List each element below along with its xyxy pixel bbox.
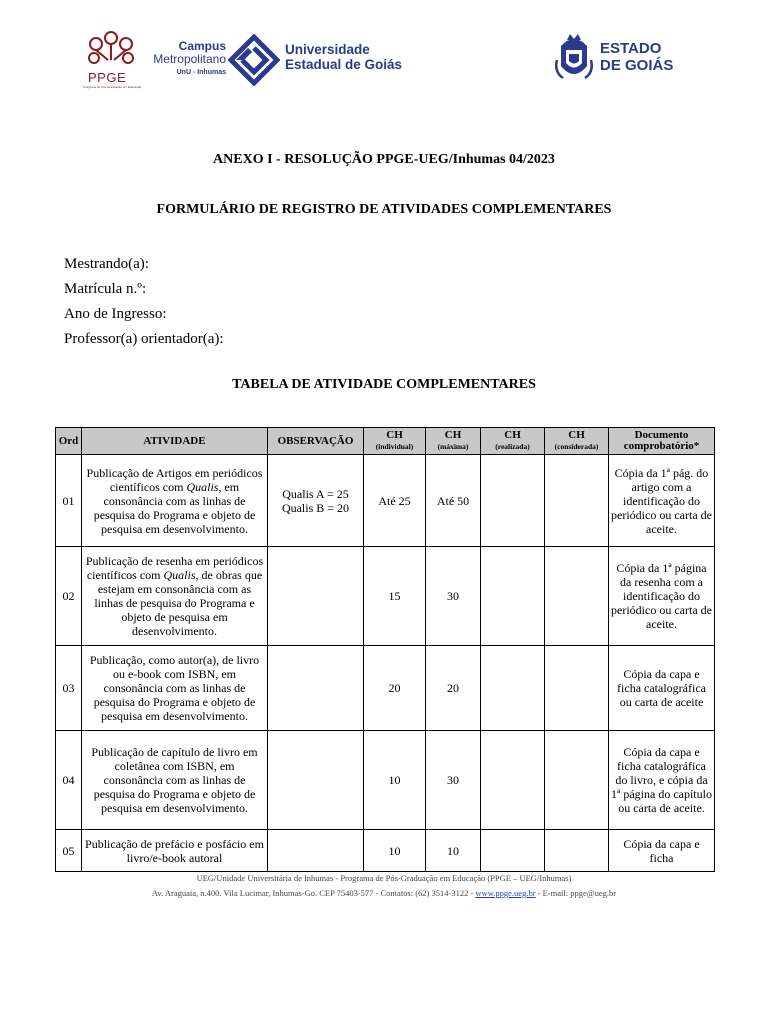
cell-ch-maxima: 30 xyxy=(426,547,481,646)
campus-line-3: UnU - Inhumas xyxy=(176,69,226,76)
cell-observacao xyxy=(268,455,364,547)
logo-bar xyxy=(0,22,768,102)
cell-ch-realizada[interactable] xyxy=(481,646,545,731)
goias-crest-icon xyxy=(553,30,595,84)
header-ord: Ord xyxy=(56,428,82,455)
cell-ord: 03 xyxy=(56,646,82,731)
cell-ch-maxima: 30 xyxy=(426,731,481,830)
cell-ch-individual: 20 xyxy=(364,646,426,731)
cell-observacao xyxy=(268,547,364,646)
atividade-text: Publicação de Artigos em periódicos científicos com xyxy=(86,465,263,494)
header-ch-sub: (máxima) xyxy=(437,442,469,451)
cell-ch-realizada[interactable] xyxy=(481,731,545,830)
field-matricula: Matrícula n.º: xyxy=(64,281,147,297)
ueg-line-2: Estadual de Goiás xyxy=(285,57,403,72)
goias-line-1: ESTADO xyxy=(600,40,662,57)
header-ch-considerada xyxy=(545,428,609,455)
field-mestrando: Mestrando(a): xyxy=(64,256,149,272)
cell-atividade: Publicação de prefácio e posfácio em livro/e-book autoral xyxy=(82,830,268,872)
cell-ch-realizada[interactable] xyxy=(481,830,545,872)
header-observacao: OBSERVAÇÃO xyxy=(268,428,364,455)
header-ch-realizada xyxy=(481,428,545,455)
header-ch-label: CH xyxy=(504,429,521,441)
ueg-logo-text xyxy=(285,42,402,72)
atividade-emphasis: Qualis xyxy=(163,568,196,582)
table-title: TABELA DE ATIVIDADE COMPLEMENTARES xyxy=(232,377,536,392)
header-ch-sub: (considerada) xyxy=(554,442,599,451)
cell-ord: 01 xyxy=(56,455,82,547)
ppge-logo-icon xyxy=(82,30,140,100)
atividade-text: , em consonância com as linhas de pesquisa do Programa e objeto de pesquisa em desenvolvimento. xyxy=(93,479,256,536)
cell-ord: 05 xyxy=(56,830,82,872)
cell-observacao xyxy=(268,830,364,872)
cell-documento: Cópia da capa e ficha catalográfica do livro, e cópia da 1ª página do capítulo ou carta de aceite. xyxy=(609,731,715,830)
header-ch-individual xyxy=(364,428,426,455)
cell-documento: Cópia da 1ª página da resenha com a identificação do periódico ou carta de aceite. xyxy=(609,547,715,646)
obs-line: Qualis B = 20 xyxy=(281,500,350,515)
atividade-text: Publicação de resenha em periódicos científicos com xyxy=(85,554,264,582)
ueg-line-1: Universidade xyxy=(285,42,370,57)
header-ch-label: CH xyxy=(444,429,462,441)
table-row xyxy=(56,731,715,830)
cell-documento: Cópia da 1ª pág. do artigo com a identificação do periódico ou carta de aceite. xyxy=(609,455,715,547)
footer-institution: UEG/Unidade Universitária de Inhumas - Programa de Pós-Graduação em Educação (PPGE – UEG/Inhumas) xyxy=(196,873,572,883)
cell-atividade xyxy=(82,547,268,646)
field-professor-orientador: Professor(a) orientador(a): xyxy=(64,331,224,347)
cell-ch-maxima: 10 xyxy=(426,830,481,872)
cell-ch-maxima: Até 50 xyxy=(426,455,481,547)
header-ch-sub: (individual) xyxy=(375,442,414,451)
cell-ch-individual: Até 25 xyxy=(364,455,426,547)
cell-ch-considerada[interactable] xyxy=(545,646,609,731)
goias-logo-text xyxy=(600,40,673,74)
footer-address: Av. Araguaia, n.400. Vila Lucimar, Inhumas-Go. CEP 75403-577 - Contatos: (62) 3514-3122 - xyxy=(151,888,476,898)
campus-logo-text xyxy=(150,40,226,79)
campus-line-1: Campus xyxy=(178,39,226,53)
table-header-row xyxy=(56,428,715,455)
table-row xyxy=(56,830,715,872)
cell-atividade: Publicação, como autor(a), de livro ou e-book com ISBN, em consonância com as linhas de pesquisa do Programa e objeto de pesquisa em desenvolvimento. xyxy=(82,646,268,731)
cell-ch-realizada[interactable] xyxy=(481,455,545,547)
activities-table xyxy=(55,427,715,872)
footer-website-link[interactable]: www.ppge.ueg.br xyxy=(475,888,536,898)
ueg-logo-icon xyxy=(228,34,280,86)
cell-ch-realizada[interactable] xyxy=(481,547,545,646)
atividade-text: , de obras que estejam em consonância com as linhas de pesquisa do Programa e objeto de pesquisa em desenvolvimento. xyxy=(94,568,263,638)
form-title: FORMULÁRIO DE REGISTRO DE ATIVIDADES COMPLEMENTARES xyxy=(156,202,612,217)
cell-atividade xyxy=(82,455,268,547)
cell-ch-individual: 10 xyxy=(364,830,426,872)
obs-line: Qualis A = 25 xyxy=(282,486,349,501)
student-fields xyxy=(64,252,224,352)
cell-ord: 02 xyxy=(56,547,82,646)
cell-atividade: Publicação de capítulo de livro em coletânea com ISBN, em consonância com as linhas de pesquisa do Programa e objeto de pesquisa em desenvolvimento. xyxy=(82,731,268,830)
cell-ch-considerada[interactable] xyxy=(545,547,609,646)
table-row xyxy=(56,455,715,547)
cell-ch-considerada[interactable] xyxy=(545,455,609,547)
header-ch-label: CH xyxy=(386,429,403,441)
annex-title: ANEXO I - RESOLUÇÃO PPGE-UEG/Inhumas 04/2023 xyxy=(213,152,555,167)
header-ch-maxima xyxy=(426,428,481,455)
cell-ch-considerada[interactable] xyxy=(545,830,609,872)
cell-ch-individual: 15 xyxy=(364,547,426,646)
header-atividade: ATIVIDADE xyxy=(82,428,268,455)
cell-documento: Cópia da capa e ficha catalográfica ou carta de aceite xyxy=(609,646,715,731)
cell-ch-individual: 10 xyxy=(364,731,426,830)
table-row xyxy=(56,646,715,731)
cell-ord: 04 xyxy=(56,731,82,830)
footer-contact xyxy=(0,888,768,898)
goias-line-2: DE GOIÁS xyxy=(600,57,674,74)
table-row xyxy=(56,547,715,646)
cell-ch-maxima: 20 xyxy=(426,646,481,731)
cell-observacao xyxy=(268,731,364,830)
footer-email: - E-mail: ppge@ueg.br xyxy=(535,888,617,898)
header-ch-label: CH xyxy=(568,429,585,441)
campus-line-2: Metropolitano xyxy=(153,52,226,66)
cell-observacao xyxy=(268,646,364,731)
cell-documento: Cópia da capa e ficha xyxy=(609,830,715,872)
ppge-logo-subtitle: Programa de Pós-Graduação em Educação xyxy=(82,85,142,89)
header-ch-sub: (realizada) xyxy=(495,442,530,451)
ppge-logo-text: PPGE xyxy=(88,70,127,85)
field-ano-ingresso: Ano de Ingresso: xyxy=(64,306,167,322)
header-documento: Documento comprobatório* xyxy=(609,428,715,455)
atividade-emphasis: Qualis xyxy=(186,479,219,494)
cell-ch-considerada[interactable] xyxy=(545,731,609,830)
